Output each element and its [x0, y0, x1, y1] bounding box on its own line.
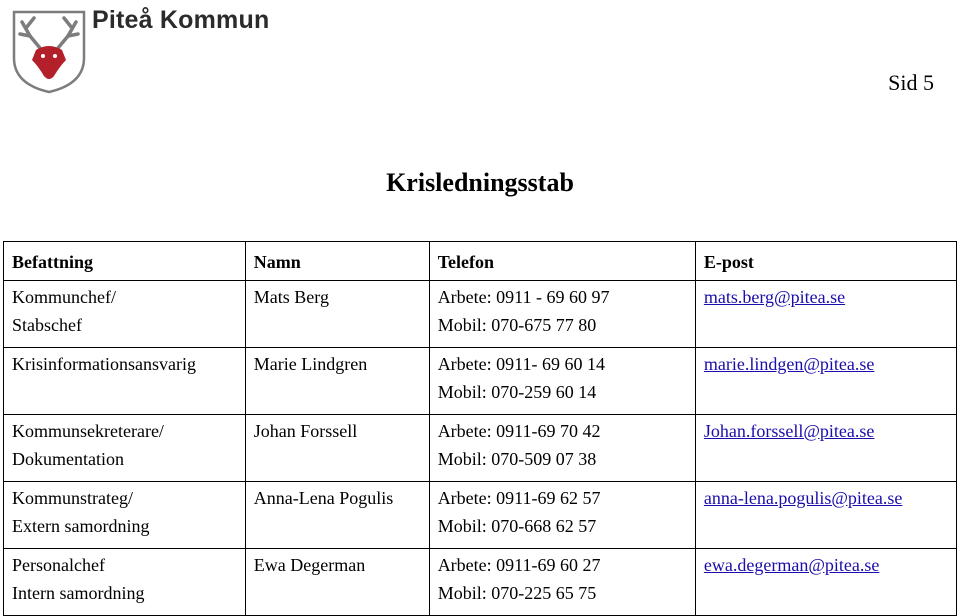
email-cell [695, 415, 956, 482]
phone-cell [429, 549, 695, 616]
work-phone: Arbete: 0911-69 70 42 [437, 421, 601, 441]
col-epost: E-post [695, 242, 956, 281]
role-line: Kommunchef/ [12, 287, 116, 307]
role-cell [4, 415, 246, 482]
email-link[interactable]: anna-lena.pogulis@pitea.se [703, 488, 903, 508]
role-line: Intern samordning [12, 583, 145, 603]
phone-cell [429, 348, 695, 415]
role-cell [4, 549, 246, 616]
name-cell: Anna-Lena Pogulis [245, 482, 429, 549]
role-line: Kommunstrateg/ [12, 488, 133, 508]
mobile-phone: Mobil: 070-668 62 57 [437, 516, 597, 536]
table-row [4, 415, 957, 482]
work-phone: Arbete: 0911-69 62 57 [437, 488, 601, 508]
email-cell [695, 348, 956, 415]
role-cell [4, 348, 246, 415]
col-befattning: Befattning [4, 242, 246, 281]
page-number: Sid 5 [888, 70, 934, 95]
phone-cell [429, 281, 695, 348]
work-phone: Arbete: 0911-69 60 27 [437, 555, 601, 575]
reindeer-crest-icon [8, 2, 90, 94]
name-cell: Johan Forssell [245, 415, 429, 482]
mobile-phone: Mobil: 070-675 77 80 [437, 315, 597, 335]
table-row [4, 549, 957, 616]
email-link[interactable]: mats.berg@pitea.se [703, 287, 846, 307]
email-link[interactable]: marie.lindgen@pitea.se [703, 354, 875, 374]
table-header-row [4, 242, 957, 281]
role-cell [4, 482, 246, 549]
col-telefon: Telefon [429, 242, 695, 281]
email-cell [695, 549, 956, 616]
work-phone: Arbete: 0911 - 69 60 97 [437, 287, 610, 307]
page-title: Krisledningsstab [386, 168, 574, 197]
role-line: Extern samordning [12, 516, 150, 536]
brand-name: Piteå Kommun [92, 6, 270, 34]
mobile-phone: Mobil: 070-509 07 38 [437, 449, 597, 469]
staff-table [3, 241, 957, 616]
role-line: Personalchef [12, 555, 105, 575]
email-link[interactable]: ewa.degerman@pitea.se [703, 555, 880, 575]
table-row [4, 281, 957, 348]
role-line: Dokumentation [12, 449, 124, 469]
role-line: Krisinformationsansvarig [12, 354, 196, 374]
role-cell [4, 281, 246, 348]
phone-cell [429, 415, 695, 482]
name-cell: Mats Berg [245, 281, 429, 348]
email-cell [695, 482, 956, 549]
mobile-phone: Mobil: 070-259 60 14 [437, 382, 597, 402]
name-cell: Ewa Degerman [245, 549, 429, 616]
name-cell: Marie Lindgren [245, 348, 429, 415]
col-namn: Namn [245, 242, 429, 281]
email-link[interactable]: Johan.forssell@pitea.se [703, 421, 875, 441]
role-line: Stabschef [12, 315, 82, 335]
work-phone: Arbete: 0911- 69 60 14 [437, 354, 605, 374]
phone-cell [429, 482, 695, 549]
table-row [4, 482, 957, 549]
role-line: Kommunsekreterare/ [12, 421, 164, 441]
table-row [4, 348, 957, 415]
email-cell [695, 281, 956, 348]
mobile-phone: Mobil: 070-225 65 75 [437, 583, 597, 603]
